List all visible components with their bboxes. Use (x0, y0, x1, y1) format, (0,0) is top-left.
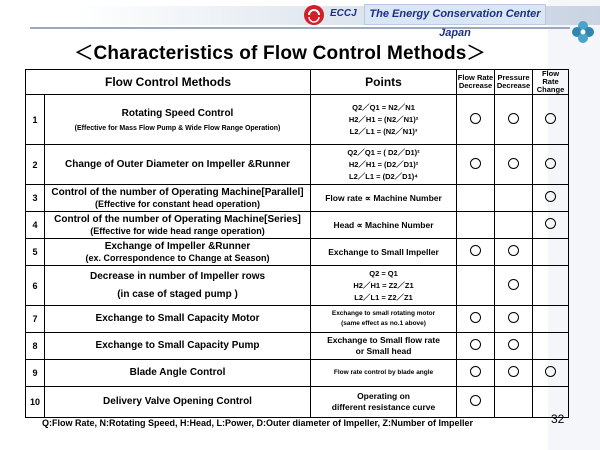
header-pressure-decrease: Pressure Decrease (495, 70, 533, 95)
flow-rate-change-mark-cell (533, 145, 569, 185)
method-name: Exchange to Small Capacity Motor (95, 313, 260, 324)
characteristics-table (25, 69, 569, 418)
point-line: H2／H1 = (D2／D1)² (348, 159, 419, 169)
points-cell (311, 239, 457, 266)
table-row (26, 333, 569, 360)
method-cell (45, 387, 311, 418)
header-flow-rate-decrease: Flow Rate Decrease (457, 70, 495, 95)
circle-mark-icon (508, 245, 519, 256)
row-number: 7 (26, 306, 45, 333)
method-note: (Effective for constant head operation) (94, 198, 261, 209)
circle-mark-icon (470, 339, 481, 350)
brand-name: ECCJ (330, 8, 357, 19)
point-line: Head ∝ Machine Number (333, 219, 434, 230)
table-row (26, 387, 569, 418)
point-line: Flow rate ∝ Machine Number (325, 192, 442, 203)
row-number: 5 (26, 239, 45, 266)
row-number: 9 (26, 360, 45, 387)
pressure-decrease-mark-cell (495, 333, 533, 360)
row-number: 2 (26, 145, 45, 185)
circle-mark-icon (470, 312, 481, 323)
circle-mark-icon (508, 279, 519, 290)
point-line: Flow rate control by blade angle (333, 369, 434, 376)
flow-rate-decrease-mark-cell (457, 95, 495, 145)
header-points: Points (311, 70, 457, 95)
point-line: Q2／Q1 = N2／N1 (352, 102, 415, 112)
method-cell (45, 95, 311, 145)
method-name: Control of the number of Operating Machine[Series] (54, 213, 301, 225)
points-cell (311, 212, 457, 239)
circle-mark-icon (545, 158, 556, 169)
row-number: 6 (26, 266, 45, 306)
point-line: or Small head (355, 346, 412, 356)
table-row (26, 360, 569, 387)
circle-mark-icon (508, 158, 519, 169)
table-body (26, 95, 569, 418)
point-line: (same effect as no.1 above) (341, 320, 426, 327)
flow-rate-change-mark-cell (533, 266, 569, 306)
points-cell (311, 387, 457, 418)
point-line: L2／L1 = Z2／Z1 (354, 292, 413, 302)
circle-mark-icon (470, 158, 481, 169)
point-line: Exchange to Small Impeller (328, 246, 439, 257)
flow-rate-change-mark-cell (533, 185, 569, 212)
table-row (26, 306, 569, 333)
pressure-decrease-mark-cell (495, 266, 533, 306)
circle-mark-icon (508, 312, 519, 323)
circle-mark-icon (545, 191, 556, 202)
method-name: Change of Outer Diameter on Impeller &Runner (64, 158, 291, 170)
method-name: Decrease in number of Impeller rows (89, 270, 266, 282)
method-note: (Effective for wide head range operation) (90, 225, 265, 236)
point-line: L2／L1 = (N2／N1)³ (349, 126, 418, 136)
pressure-decrease-mark-cell (495, 239, 533, 266)
header-divider (30, 27, 570, 29)
point-line: Operating on (357, 391, 410, 401)
point-line: Exchange to small rotating motor (331, 310, 436, 317)
circle-mark-icon (508, 339, 519, 350)
table-row (26, 266, 569, 306)
circle-mark-icon (470, 245, 481, 256)
clover-icon (569, 18, 597, 46)
flow-rate-decrease-mark-cell (457, 239, 495, 266)
circle-mark-icon (470, 366, 481, 377)
header-methods: Flow Control Methods (26, 70, 311, 95)
flow-rate-change-mark-cell (533, 360, 569, 387)
pressure-decrease-mark-cell (495, 185, 533, 212)
point-line: Q2 = Q1 (369, 268, 398, 278)
table-header-row (26, 70, 569, 95)
method-note: (Effective for Mass Flow Pump & Wide Flow Range Operation) (74, 124, 281, 132)
method-cell (45, 306, 311, 333)
table-row (26, 95, 569, 145)
row-number: 3 (26, 185, 45, 212)
points-cell (311, 185, 457, 212)
eccj-logo-icon (303, 4, 325, 26)
pressure-decrease-mark-cell (495, 360, 533, 387)
points-cell (311, 266, 457, 306)
row-number: 1 (26, 95, 45, 145)
point-line: H2／H1 = (N2／N1)² (348, 114, 419, 124)
circle-mark-icon (470, 395, 481, 406)
pressure-decrease-mark-cell (495, 212, 533, 239)
method-note: (ex. Correspondence to Change at Season) (85, 252, 270, 263)
flow-rate-change-mark-cell (533, 95, 569, 145)
points-cell (311, 333, 457, 360)
row-number: 4 (26, 212, 45, 239)
table-row (26, 212, 569, 239)
circle-mark-icon (508, 113, 519, 124)
header-flow-rate-change: Flow Rate Change (533, 70, 569, 95)
flow-rate-decrease-mark-cell (457, 306, 495, 333)
points-cell (311, 360, 457, 387)
flow-rate-decrease-mark-cell (457, 360, 495, 387)
method-note: (in case of staged pump ) (117, 288, 238, 300)
point-line: L2／L1 = (D2／D1)⁴ (349, 171, 418, 181)
flow-rate-decrease-mark-cell (457, 333, 495, 360)
flow-rate-change-mark-cell (533, 333, 569, 360)
circle-mark-icon (545, 218, 556, 229)
method-name: Delivery Valve Opening Control (103, 396, 252, 407)
point-line: Exchange to Small flow rate (327, 335, 440, 345)
method-name: Blade Angle Control (129, 367, 226, 378)
points-cell (311, 306, 457, 333)
legend: Q:Flow Rate, N:Rotating Speed, H:Head, L:Power, D:Outer diameter of Impeller, Z:Number of Impeller (42, 418, 474, 428)
point-line: Q2／Q1 = ( D2／D1)² (347, 147, 420, 157)
table-row (26, 185, 569, 212)
flow-rate-decrease-mark-cell (457, 212, 495, 239)
method-cell (45, 333, 311, 360)
pressure-decrease-mark-cell (495, 95, 533, 145)
flow-rate-decrease-mark-cell (457, 185, 495, 212)
pressure-decrease-mark-cell (495, 145, 533, 185)
point-line: H2／H1 = Z2／Z1 (353, 280, 414, 290)
method-name: Control of the number of Operating Machine[Parallel] (51, 186, 304, 198)
page-title: ＜Characteristics of Flow Control Methods＞ (74, 43, 486, 64)
organization-banner: The Energy Conservation Center Japan (364, 4, 546, 25)
flow-rate-change-mark-cell (533, 212, 569, 239)
method-cell (45, 145, 311, 185)
row-number: 8 (26, 333, 45, 360)
points-cell (311, 95, 457, 145)
row-number: 10 (26, 387, 45, 418)
method-cell (45, 185, 311, 212)
flow-rate-decrease-mark-cell (457, 266, 495, 306)
page-number: 32 (551, 412, 565, 426)
method-cell (45, 212, 311, 239)
flow-rate-change-mark-cell (533, 306, 569, 333)
points-cell (311, 145, 457, 185)
table-row (26, 145, 569, 185)
method-cell (45, 360, 311, 387)
circle-mark-icon (470, 113, 481, 124)
method-cell (45, 239, 311, 266)
method-name: Exchange to Small Capacity Pump (95, 340, 260, 351)
method-name: Rotating Speed Control (121, 107, 234, 119)
point-line: different resistance curve (331, 402, 436, 412)
pressure-decrease-mark-cell (495, 306, 533, 333)
circle-mark-icon (545, 113, 556, 124)
circle-mark-icon (508, 366, 519, 377)
flow-rate-change-mark-cell (533, 239, 569, 266)
flow-rate-decrease-mark-cell (457, 145, 495, 185)
table-row (26, 239, 569, 266)
pressure-decrease-mark-cell (495, 387, 533, 418)
method-name: Exchange of Impeller &Runner (104, 240, 251, 252)
method-cell (45, 266, 311, 306)
circle-mark-icon (545, 366, 556, 377)
flow-rate-decrease-mark-cell (457, 387, 495, 418)
